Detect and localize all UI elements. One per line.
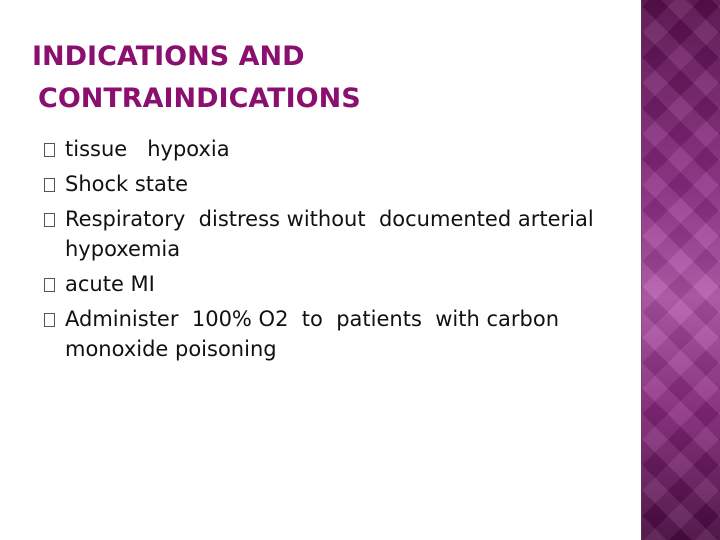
bullet-box-icon [44,178,55,192]
bullet-text: Shock state [65,172,189,196]
bullet-text: Administer 100% O2 to patients with carbon monoxide poisoning [65,307,566,361]
bullet-item-shock-state [44,169,624,199]
bullet-text: acute MI [65,272,155,296]
bullet-text: tissue hypoxia [65,137,230,161]
bullet-item-tissue-hypoxia [44,134,624,164]
bullet-box-icon [44,213,55,227]
bullet-list [44,134,624,369]
bullet-box-icon [44,278,55,292]
bullet-text: Respiratory distress without documented arterial hypoxemia [65,207,608,261]
decorative-side-panel [641,0,720,540]
bullet-item-respiratory-distress [44,204,624,264]
bullet-box-icon [44,313,55,327]
slide-title-line-2: CONTRAINDICATIONS [38,83,361,114]
slide-title [32,36,612,120]
bullet-box-icon [44,143,55,157]
bullet-item-acute-mi [44,269,624,299]
slide-title-line-1: INDICATIONS AND [32,41,305,72]
bullet-item-administer-o2 [44,304,624,364]
